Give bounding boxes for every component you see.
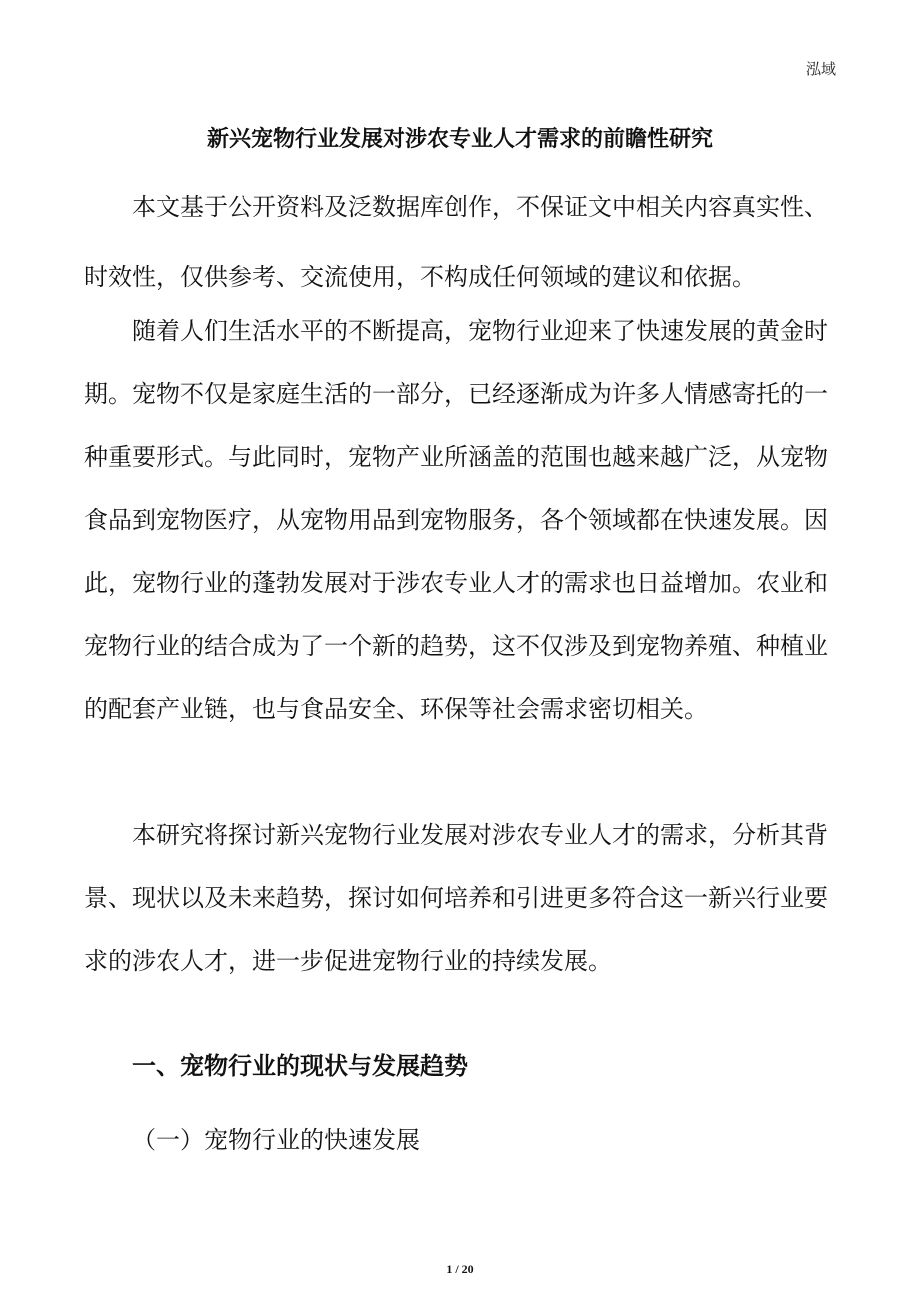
header-author: 泓域: [805, 60, 836, 78]
body-paragraph-1: 随着人们生活水平的不断提高，宠物行业迎来了快速发展的黄金时期。宠物不仅是家庭生活的一部分，已经逐渐成为许多人情感寄托的一种重要形式。与此同时，宠物产业所涵盖的范围也越来越广泛，从宠物食品到宠物医疗，从宠物用品到宠物服务，各个领域都在快速发展。因此，宠物行业的蓬勃发展对于涉农专业人才的需求也日益增加。农业和宠物行业的结合成为了一个新的趋势，这不仅涉及到宠物养殖、种植业的配套产业链，也与食品安全、环保等社会需求密切相关。: [84, 317, 828, 723]
body-paragraph-2: 本研究将探讨新兴宠物行业发展对涉农专业人才的需求，分析其背景、现状以及未来趋势，探讨如何培养和引进更多符合这一新兴行业要求的涉农人才，进一步促进宠物行业的持续发展。: [84, 821, 828, 975]
disclaimer-paragraph: 本文基于公开资料及泛数据库创作，不保证文中相关内容真实性、时效性，仅供参考、交流使用，不构成任何领域的建议和依据。: [84, 193, 828, 291]
subsection-heading: （一）宠物行业的快速发展: [132, 1126, 420, 1154]
page-number: 1 / 20: [446, 1262, 474, 1276]
document-title: 新兴宠物行业发展对涉农专业人才需求的前瞻性研究: [206, 127, 713, 152]
section-heading: 一、宠物行业的现状与发展趋势: [132, 1052, 468, 1080]
